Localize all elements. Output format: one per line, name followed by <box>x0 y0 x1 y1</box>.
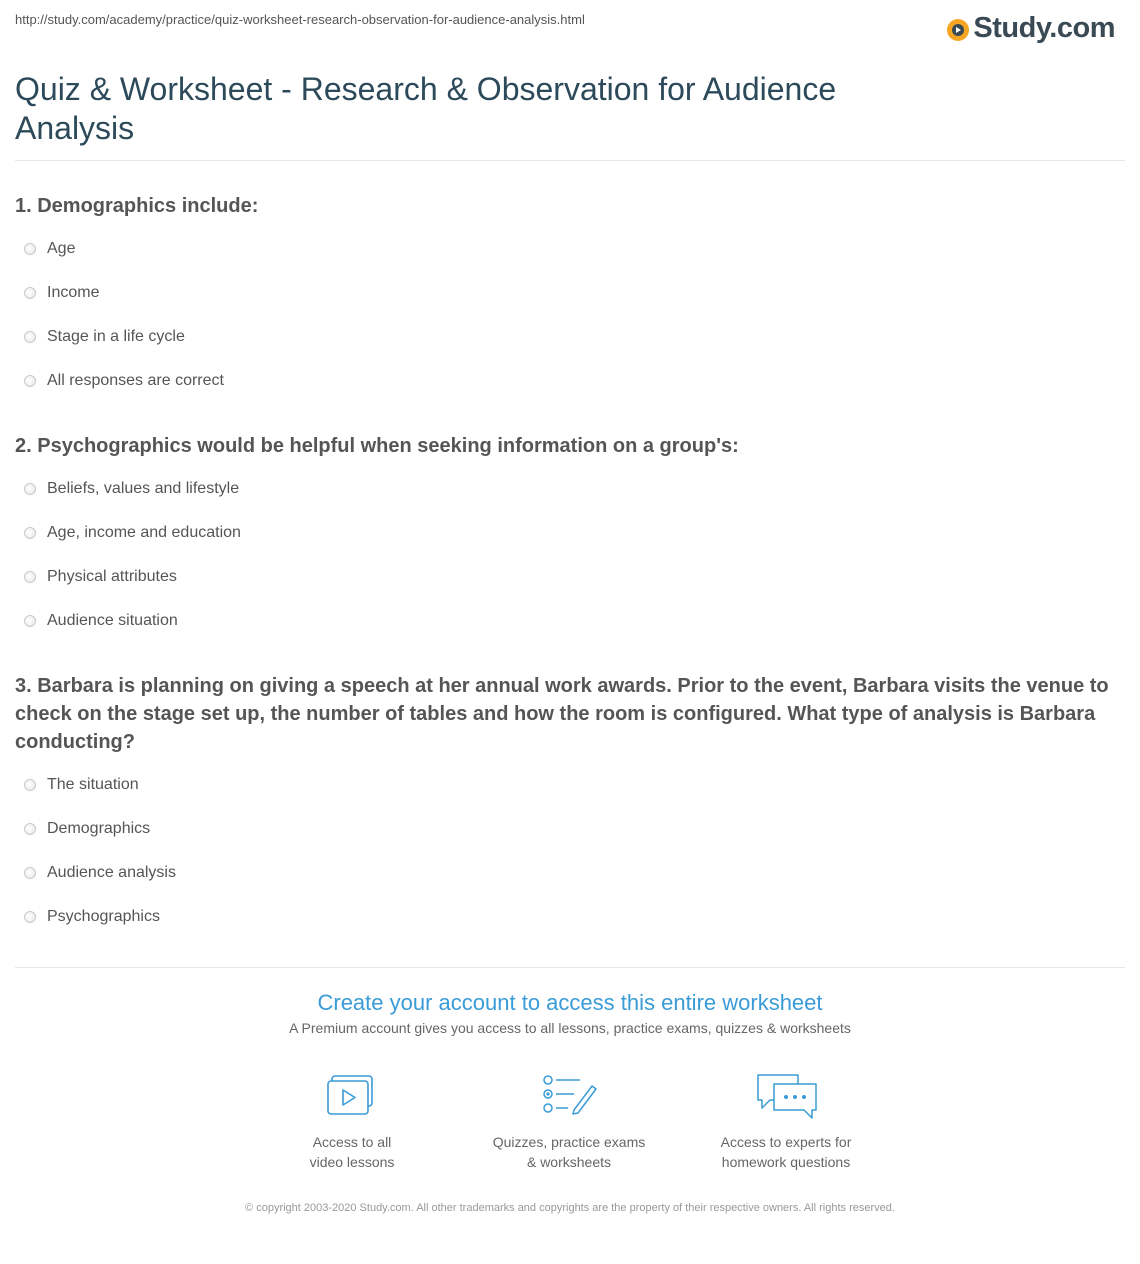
answer-option[interactable] <box>15 359 1125 403</box>
answer-option[interactable] <box>15 763 1125 807</box>
radio-button[interactable] <box>24 527 36 539</box>
page-url: http://study.com/academy/practice/quiz-worksheet-research-observation-for-audience-analysis.html <box>15 12 585 27</box>
page-title: Quiz & Worksheet - Research & Observation for Audience Analysis <box>15 71 837 146</box>
play-logo-icon <box>947 19 969 41</box>
radio-button[interactable] <box>24 375 36 387</box>
feature-label: Access to all video lessons <box>309 1134 395 1170</box>
question-text: 3. Barbara is planning on giving a speech at her annual work awards. Prior to the event, Barbara visits the venue to check on the stage set up, the number of tables and how the room is configured. What type of analysis is Barbara conducting? <box>15 675 1109 753</box>
answer-label: Demographics <box>47 820 151 837</box>
chat-experts-icon <box>754 1072 818 1120</box>
feature-video-lessons <box>252 1072 452 1172</box>
answer-label: Audience situation <box>47 612 178 629</box>
answer-option[interactable] <box>15 851 1125 895</box>
top-bar <box>15 12 1125 42</box>
answer-label: Beliefs, values and lifestyle <box>47 480 240 497</box>
question-3 <box>15 672 1125 939</box>
study-logo[interactable] <box>947 12 1115 45</box>
question-text: 1. Demographics include: <box>15 195 259 217</box>
radio-button[interactable] <box>24 867 36 879</box>
radio-button[interactable] <box>24 823 36 835</box>
answer-option[interactable] <box>15 895 1125 939</box>
answer-label: The situation <box>47 776 139 793</box>
radio-button[interactable] <box>24 287 36 299</box>
answer-label: Audience analysis <box>47 864 176 881</box>
promo-subtitle: A Premium account gives you access to all lessons, practice exams, quizzes & worksheets <box>289 1020 851 1036</box>
title-divider <box>15 160 1125 161</box>
answer-label: Age <box>47 240 76 257</box>
radio-button[interactable] <box>24 243 36 255</box>
answer-option[interactable] <box>15 315 1125 359</box>
feature-label: Access to experts for homework questions <box>720 1134 852 1170</box>
radio-button[interactable] <box>24 331 36 343</box>
answer-option[interactable] <box>15 807 1125 851</box>
create-account-link[interactable]: Create your account to access this entire worksheet <box>317 990 823 1015</box>
radio-button[interactable] <box>24 615 36 627</box>
answer-option[interactable] <box>15 555 1125 599</box>
video-lessons-icon <box>324 1072 380 1120</box>
radio-button[interactable] <box>24 483 36 495</box>
question-2 <box>15 432 1125 643</box>
logo-text: Study.com <box>973 12 1115 44</box>
feature-label: Quizzes, practice exams & worksheets <box>492 1134 646 1170</box>
feature-experts <box>686 1072 886 1172</box>
premium-promo <box>0 990 1140 1036</box>
feature-quizzes <box>469 1072 669 1172</box>
question-1 <box>15 192 1125 403</box>
answer-option[interactable] <box>15 227 1125 271</box>
answer-label: Stage in a life cycle <box>47 328 185 345</box>
answer-label: Income <box>47 284 100 301</box>
copyright-notice: © copyright 2003-2020 Study.com. All other trademarks and copyrights are the property of their respective owners. All rights reserved. <box>245 1202 895 1214</box>
answer-options <box>15 467 1125 643</box>
section-divider <box>15 967 1125 968</box>
answer-label: Psychographics <box>47 908 160 925</box>
answer-options <box>15 763 1125 939</box>
answer-option[interactable] <box>15 511 1125 555</box>
answer-option[interactable] <box>15 599 1125 643</box>
answer-options <box>15 227 1125 403</box>
quiz-checklist-icon <box>540 1072 598 1120</box>
radio-button[interactable] <box>24 571 36 583</box>
answer-label: All responses are correct <box>47 372 224 389</box>
answer-option[interactable] <box>15 467 1125 511</box>
question-text: 2. Psychographics would be helpful when seeking information on a group's: <box>15 435 739 457</box>
radio-button[interactable] <box>24 779 36 791</box>
answer-label: Physical attributes <box>47 568 177 585</box>
answer-option[interactable] <box>15 271 1125 315</box>
answer-label: Age, income and education <box>47 524 241 541</box>
radio-button[interactable] <box>24 911 36 923</box>
